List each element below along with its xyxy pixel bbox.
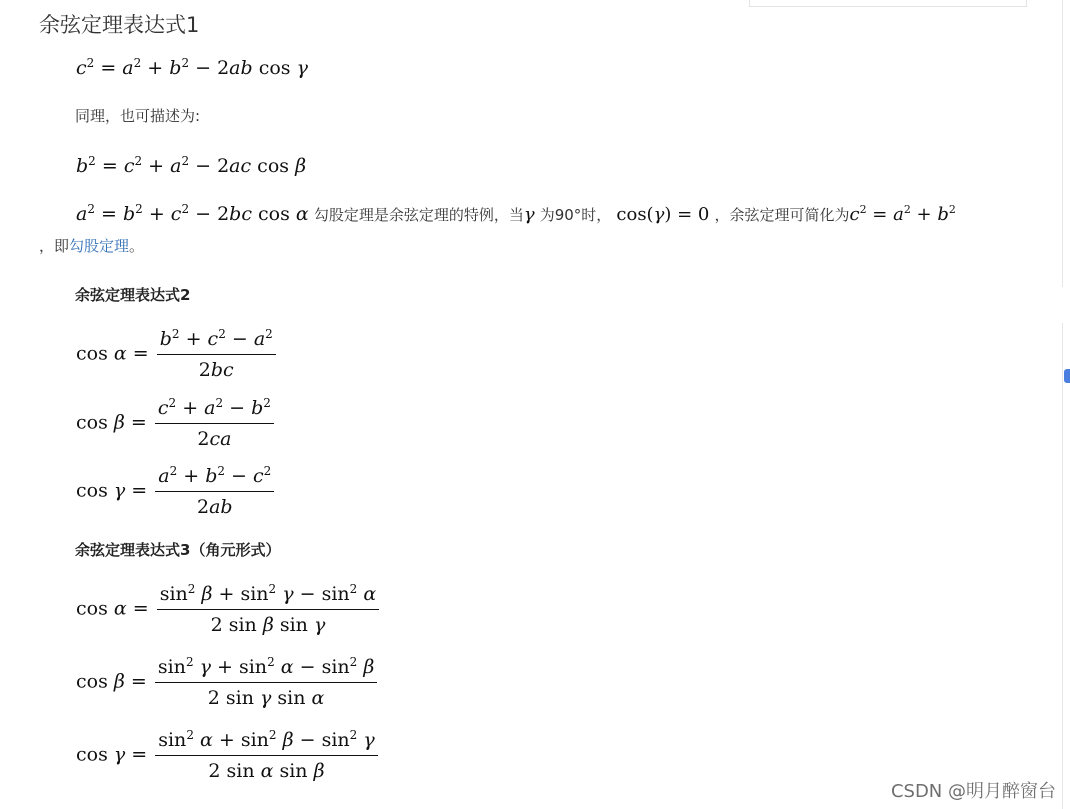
formula-cos-beta-sine: cos β = $\frac{\sin^2 \gamma + \sin^2 \alpha - \sin^2 \beta}{\text{2 sin γ sin α}}$ (76, 655, 379, 710)
tail-suffix: 。 (129, 237, 145, 255)
formula-cos-gamma-zero: cos(γ) = 0 (616, 204, 710, 225)
special-case-text: ，余弦定理可简化为 (714, 206, 850, 224)
heading-expression-2: 余弦定理表达式2 (75, 286, 191, 304)
top-right-box (749, 0, 1027, 7)
formula-law-of-cosines-a: $a^2 = b^2 + c^2 - 2bc$ cos α (76, 202, 309, 225)
special-case-text: 为90°时， (539, 206, 612, 224)
formula-cos-gamma: cos γ = $\frac{a^2 + b^2 - c^2}{2ab}$ (76, 464, 276, 519)
tail-prefix: ，即 (39, 237, 70, 255)
special-case-paragraph (76, 200, 956, 228)
heading-expression-3: 余弦定理表达式3（角元形式） (75, 541, 281, 559)
likewise-text: 同理，也可描述为: (75, 107, 201, 125)
pythagorean-theorem-link[interactable]: 勾股定理 (69, 237, 130, 255)
formula-cos-beta: cos β = $\frac{c^2 + a^2 - b^2}{2ca}$ (76, 396, 276, 451)
tail-paragraph (39, 234, 144, 258)
special-case-text: 勾股定理是余弦定理的特例，当 (313, 206, 524, 224)
formula-cos-gamma-sine: cos γ = $\frac{\sin^2 \alpha + \sin^2 \beta - \sin^2 \gamma}{\text{2 sin α sin β}}$ (76, 728, 380, 783)
heading-expression-1: 余弦定理表达式1 (39, 13, 200, 37)
formula-cos-alpha-sine: cos α = $\frac{\sin^2 \beta + \sin^2 \gamma - \sin^2 \alpha}{\text{2 sin β sin γ}}$ (76, 582, 381, 637)
formula-cos-alpha: cos α = $\frac{b^2 + c^2 - a^2}{2bc}$ (76, 327, 278, 382)
right-divider (1062, 323, 1063, 809)
csdn-watermark: CSDN @明月醉窗台 (890, 781, 1056, 802)
formula-law-of-cosines-b: $b^2 = c^2 + a^2 - 2ac$ cos β (76, 154, 307, 177)
scroll-marker[interactable] (1064, 369, 1070, 383)
gamma-symbol: γ (523, 204, 535, 225)
formula-law-of-cosines-c: $c^2 = a^2 + b^2 - 2ab$ cos γ (76, 56, 308, 79)
formula-pythagorean: $c^2 = a^2 + b^2$ (849, 203, 956, 225)
right-divider (1062, 0, 1063, 287)
